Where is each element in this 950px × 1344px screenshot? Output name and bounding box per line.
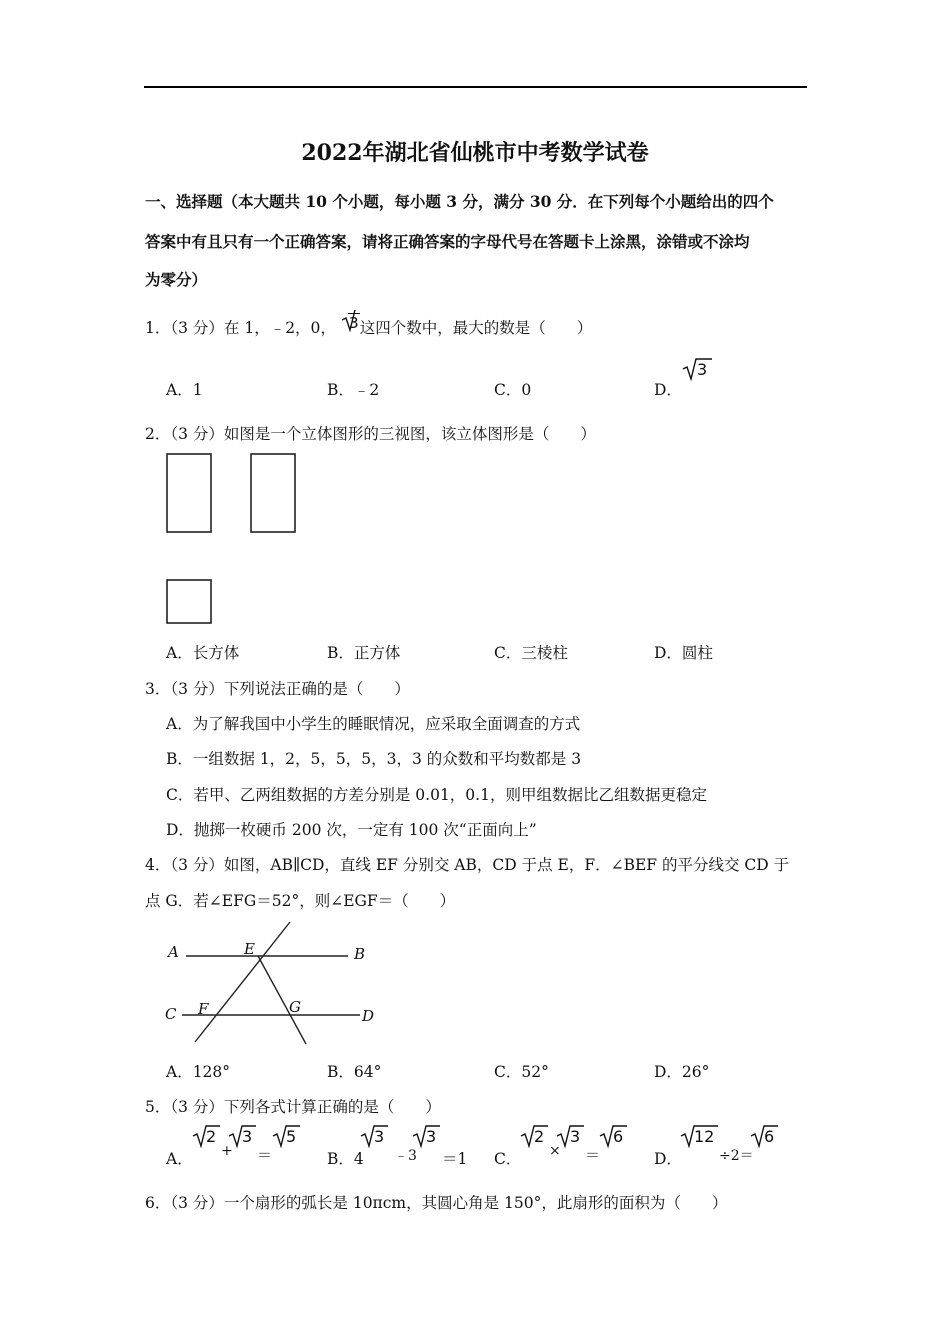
q5c-radicand-1: 2 (534, 1127, 545, 1146)
question-1 (145, 316, 592, 338)
q1-option-c[interactable]: C．0 (494, 381, 532, 399)
page-title: 2022年湖北省仙桃市中考数学试卷 (301, 140, 649, 166)
question-2: 2．（3 分）如图是一个立体图形的三视图，该立体图形是（ ） (145, 425, 596, 443)
figure-label-d: D (362, 1007, 375, 1025)
q5a-radicand-2: 3 (242, 1127, 253, 1146)
q4-option-b[interactable]: B．64° (327, 1063, 382, 1081)
q4-option-a[interactable]: A．128° (166, 1063, 231, 1081)
question-5: 5．（3 分）下列各式计算正确的是（ ） (145, 1098, 441, 1116)
question-1-sqrt: 3 (348, 314, 359, 332)
q4-option-d[interactable]: D．26° (654, 1063, 710, 1081)
q5d-radicand-2: 6 (764, 1127, 775, 1146)
figure-label-a: A (168, 943, 179, 961)
q2-option-a[interactable]: A．长方体 (166, 644, 240, 662)
q5-radical-signs (0, 1124, 950, 1164)
q5d-operator: ÷2＝ (719, 1148, 754, 1164)
question-1-lead: 1．（3 分）在 1，﹣2，0， (145, 319, 336, 337)
question-1-stem: 这四个数中，最大的数是（ ） (359, 319, 593, 337)
three-view-figure (160, 448, 320, 628)
q5b-radicand-1: 3 (374, 1127, 385, 1146)
header-rule (144, 86, 807, 88)
section-heading-line2: 答案中有且只有一个正确答案，请将正确答案的字母代号在答题卡上涂黑，涂错或不涂均 (145, 232, 750, 251)
question-3: 3．（3 分）下列说法正确的是（ ） (145, 680, 410, 698)
q5c-radicand-3: 6 (613, 1127, 624, 1146)
q3-option-c[interactable]: C．若甲、乙两组数据的方差分别是 0.01，0.1，则甲组数据比乙组数据更稳定 (166, 786, 707, 804)
q5-option-b[interactable]: B．4 (327, 1150, 364, 1168)
q5c-operator: × (549, 1143, 561, 1159)
q5-option-a[interactable]: A． (166, 1150, 193, 1168)
section-heading-line3: 为零分） (145, 270, 208, 289)
q1-option-b[interactable]: B．﹣2 (327, 381, 380, 399)
question-6: 6．（3 分）一个扇形的弧长是 10πcm，其圆心角是 150°，此扇形的面积为（ ） (145, 1194, 728, 1212)
q3-option-a[interactable]: A．为了解我国中小学生的睡眠情况，应采取全面调查的方式 (166, 715, 581, 733)
q1-option-a[interactable]: A．1 (166, 381, 203, 399)
q5b-radicand-2: 3 (426, 1127, 437, 1146)
q3-option-b[interactable]: B．一组数据 1，2，5，5，5，3，3 的众数和平均数都是 3 (166, 750, 582, 768)
q5c-radicand-2: 3 (570, 1127, 581, 1146)
question-4-line2: 点 G．若∠EFG＝52°，则∠EGF＝（ ） (145, 892, 456, 910)
question-4-line1: 4．（3 分）如图，AB∥CD，直线 EF 分别交 AB，CD 于点 E，F．∠BEF 的平分线交 CD 于 (145, 856, 790, 874)
q5b-equals: ＝1 (442, 1150, 468, 1168)
q3-option-d[interactable]: D．抛掷一枚硬币 200 次，一定有 100 次“正面向上” (166, 821, 537, 839)
figure-label-b: B (354, 945, 366, 963)
q4-option-c[interactable]: C．52° (494, 1063, 549, 1081)
q1-option-d-radicand: 3 (697, 360, 708, 379)
q5b-mid: ﹣3 (394, 1148, 417, 1164)
parallel-lines-figure (160, 918, 400, 1048)
q2-option-d[interactable]: D．圆柱 (654, 644, 713, 662)
figure-label-c: C (165, 1005, 177, 1023)
figure-label-e: E (244, 940, 255, 958)
q5-option-d[interactable]: D． (654, 1150, 682, 1168)
q5a-radicand-3: 5 (286, 1127, 297, 1146)
section-heading-line1: 一、选择题（本大题共 10 个小题，每小题 3 分，满分 30 分．在下列每个小题给出的四个 (145, 192, 774, 211)
q1-radical-sign (340, 308, 360, 332)
q5a-operator: + (221, 1143, 233, 1159)
q2-option-b[interactable]: B．正方体 (327, 644, 401, 662)
q5a-radicand-1: 2 (206, 1127, 217, 1146)
q2-option-c[interactable]: C．三棱柱 (494, 644, 568, 662)
q5-option-c[interactable]: C． (494, 1150, 522, 1168)
q5c-equals: ＝ (585, 1146, 601, 1164)
q1-option-d[interactable]: D． (654, 381, 682, 399)
q5a-equals: ＝ (257, 1146, 273, 1164)
figure-label-g: G (289, 998, 301, 1016)
q5d-radicand-1: 12 (694, 1127, 715, 1146)
figure-label-f: F (198, 1000, 209, 1018)
